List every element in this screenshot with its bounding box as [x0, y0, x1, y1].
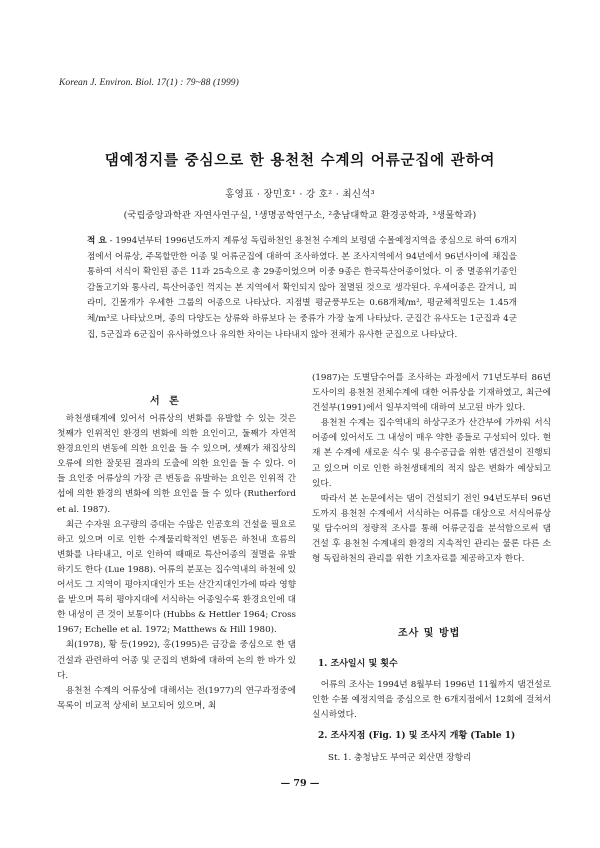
paper-title: 댐예정지를 중심으로 한 용천천 수계의 어류군집에 관하여 — [104, 152, 496, 169]
methods-heading: 조사 및 방법 — [398, 628, 461, 639]
affiliation: (국립중앙과학관 자연사연구실, ¹생명공학연구소, ²충남대학교 환경공학과, ³생물학과) — [123, 210, 477, 221]
intro-heading: 서 론 — [150, 396, 182, 407]
intro-paragraph: 하천생태계에 있어서 어류상의 변화를 유발할 수 있는 것은 첫째가 인위적인 환경의 변화에 의한 요인이고, 둘째가 자연적 환경요인의 변동에 의한 요인을 들 수 있으며, 셋째가 채집상의 오류에 의한 잘못된 결과의 도출에 의한 요인을 들 수 있다. 이들 요인중 어류상의 가장 큰 변동을 유발하는 요인은 인위적 간섭에 의한 환경의 변화에 의한 요인을 들 수 있다 (Rutherford et al. 1987). — [57, 414, 296, 515]
abstract-text: - 1994년부터 1996년도까지 계류성 독립하천인 용천천 수계의 보령댐 수몰예정지역을 중심으로 하여 6개지점에서 어류상, 주목할만한 어종 및 어류군집에 대하여 조사하였다. 본 조사지역에서 94년에서 96년사이에 채집을 통하여 서식이 확인된 종은 11과 25속으로 총 29종이었으며 이중 9종은 한국특산어종이었다. 이 중 멸종위기종인 감돌고기와 통사리, 특산어종인 꺽지는 본 지역에서 확인되지 않아 절멸된 것으로 생각된다. 우세어종은 갈겨니, 피라미, 긴몰개가 우세한 그룹의 어종으로 나타났다. 지점별 평균풍부도는 0.68개체/m², 평균체적밀도는 1.45개체/m³로 나타났으며, 종의 다양도는 상류와 하류보다 는 중류가 가장 높게 나타났다. 군집간 유사도는 1군집과 4군집, 5군집과 6군집이 유사하였으나 유의한 차이는 나타내지 않아 전체가 유사한 군집으로 나타났다. — [87, 236, 517, 340]
abstract — [87, 234, 517, 343]
page-number: — 79 — — [280, 778, 320, 789]
intro-paragraph: 용천천 수계는 집수역내의 하상구조가 산간부에 가까워 서식어종에 있어서도 그 내성이 매우 약한 종들로 구성되어 있다. 현재 본 수계에 새로운 식수 및 용수공급을 위한 댐건설이 진행되고 있으며 이로 인한 하천생태계의 적지 않은 변화가 예상되고 있다. — [312, 418, 551, 489]
left-column — [57, 412, 296, 714]
journal-reference: Korean J. Environ. Biol. 17(1) : 79~88 (1999) — [59, 78, 239, 88]
methods-paragraph: 어류의 조사는 1994년 8월부터 1996년 11월까지 댐건설로 인한 수몰 예정지역을 중심으로 한 6개지점에서 12회에 걸쳐서 실시하였다. — [312, 680, 551, 721]
intro-paragraph: 최(1978), 황 등(1992), 홍(1995)은 금강을 중심으로 한 댐건설과 관련하여 어종 및 군집의 변화에 대하여 논의 한 바가 있다. — [57, 640, 296, 681]
abstract-label: 적 요 — [87, 236, 107, 246]
intro-paragraph: (1987)는 도별담수어를 조사하는 과정에서 71년도부터 86년도사이의 용천천 전체수계에 대한 어류상을 기재하였고, 최근에 건설부(1991)에서 일부지역에 대하여 보고된 바가 있다. — [312, 373, 551, 414]
station-1-line: St. 1. 충청남도 부여군 외산면 장항리 — [328, 753, 472, 763]
intro-paragraph: 최근 수자원 요구량의 증대는 수많은 인공호의 건설을 필요로 하고 있으며 이로 인한 수계물리학적인 변동은 하천내 흐름의 변화를 나타내고, 이로 인하여 때때로 특산어종의 절멸을 유발하기도 한다 (Lue 1988). 어류의 분포는 집수역내의 하천에 있어서도 그 지역이 평야지대인가 또는 산간지대인가에 따라 영향을 받으며 특히 평야지대에 서식하는 어종일수록 환경요인에 대한 내성이 큰 것이 보통이다 (Hubbs & Hettler 1964; Cross 1967; Echelle et al. 1972; Matthews & Hill 1980). — [57, 519, 296, 636]
methods-subheading-1: 1. 조사일시 및 횟수 — [318, 659, 398, 669]
author-list: 홍영표 · 장민호¹ · 강 호² · 최신석³ — [225, 189, 375, 200]
methods-subheading-2: 2. 조사지점 (Fig. 1) 및 조사지 개황 (Table 1) — [318, 731, 516, 741]
intro-paragraph: 따라서 본 논문에서는 댐이 건설되기 전인 94년도부터 96년도까지 용천천 수계에서 서식하는 어류를 대상으로 서식어류상 및 담수어의 정량적 조사를 통해 어류군집을 분석함으로써 댐 건설 후 용천천 수계내의 환경의 지속적인 관리는 물론 다른 소형 독립하천의 관리를 위한 기초자료를 제공하고자 한다. — [312, 493, 551, 565]
intro-paragraph: 용천천 수계의 어류상에 대해서는 전(1977)의 연구과정중에 목록이 비교적 상세히 보고되어 있으며, 최 — [57, 685, 296, 711]
methods-paragraph-block — [312, 678, 551, 723]
right-column — [312, 371, 551, 567]
